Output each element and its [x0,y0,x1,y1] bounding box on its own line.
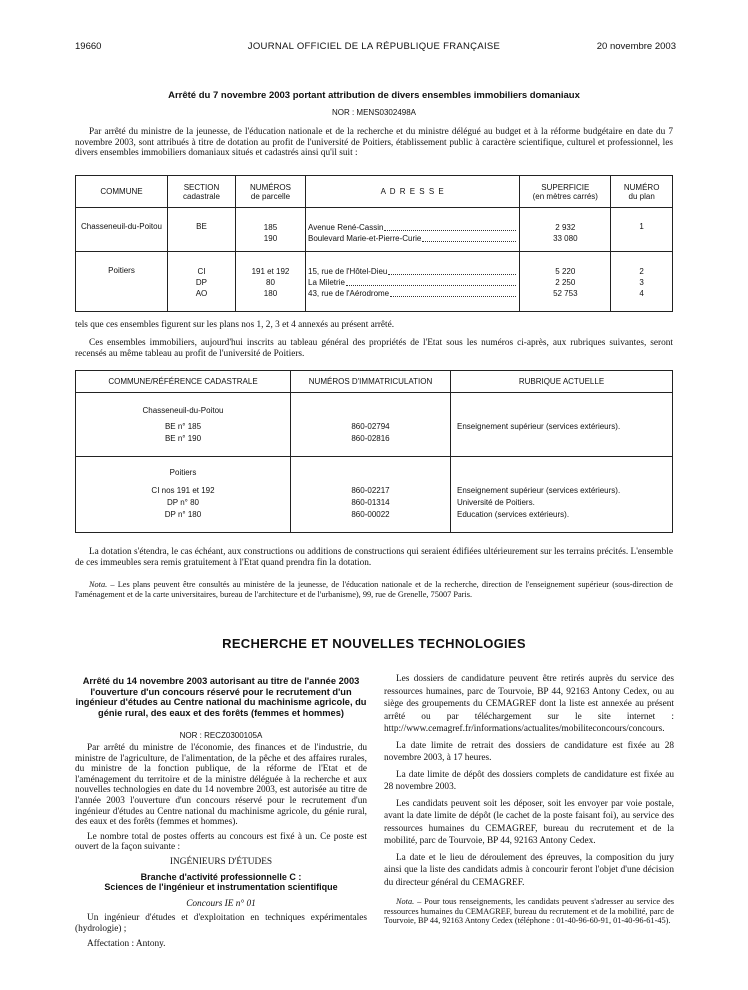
page-number: 19660 [75,41,102,52]
commune-cell: Chasseneuil-du-Poitou [76,208,168,252]
col-immatriculation: NUMÉROS D'IMMATRICULATION [291,371,451,393]
branch-line-2: Sciences de l'ingénieur et instrumentation scientifique [104,882,338,893]
decree2-nor: NOR : RECZ0300105A [179,731,263,740]
adresse-cell: 15, rue de l'Hôtel-Dieu La Miletrie 43, rue de l'Aérodrome [306,252,520,312]
plan-cell: 2 3 4 [611,252,673,312]
decree2-title: Arrêté du 14 novembre 2003 autorisant au titre de l'année 2003 l'ouverture d'un concours réservé pour le recrutement d'un ingénieur d'études au Centre national du machinisme agricole, du génie rural, des eaux et des forêts (femmes et hommes) [75,676,367,718]
affectation: Affectation : Antony. [87,938,166,949]
section-cell: CI DP AO [168,252,236,312]
nor-reference: NOR : MENS0302498A [331,108,417,117]
nota-2: Nota. – Pour tous renseignements, les candidats peuvent s'adresser au service des ressources humaines du CEMAGREF, bureau du recrutement et de la mobilité, parc de Tourvoie, BP 44, 92163 Antony Cedex (téléphone : 01-40-96-60-91, 01-40-96-61-45). [384,897,674,925]
immat-cell: 860-02217 860-01314 860-00022 [291,457,451,533]
superficie-cell: 2 932 33 080 [520,208,611,252]
dotation-paragraph: La dotation s'étendra, le cas échéant, aux constructions ou additions de constructions qui seraient édifiées ultérieurement sur les terrains précités. L'ensemble de ces immeubles sera remis gratuitement à l'Etat quand prendra fin la dotation. [75,547,673,568]
section-cell: BE [168,208,236,252]
decree-intro: Par arrêté du ministre de la jeunesse, de l'éducation nationale et de la recherche et du ministre délégué au budget et à la réforme budgétaire en date du 7 novembre 2003, sont attribués à titre de dotation au profit de l'université de Poitiers, établissement public à caractère scientifique, culturel et professionnel, les divers ensembles immobiliers domaniaux situés et cadastrés ainsi qu'il suit : [75,127,673,158]
ref-cell: Poitiers CI nos 191 et 192 DP n° 80 DP n° 180 [76,457,291,533]
col-rubrique: RUBRIQUE ACTUELLE [451,371,673,393]
table-row [76,457,673,533]
branch-line-1: Branche d'activité professionnelle C : [140,871,302,882]
decree2-left-body: Par arrêté du ministre de l'économie, des finances et de l'industrie, du ministre de l'agriculture, de l'alimentation, de la pêche et des affaires rurales, du ministre de la fonction publique, de la réforme de l'Etat et de l'aménagement du territoire et de la ministre déléguée à la recherche et aux nouvelles technologies en date du 14 novembre 2003, est autorisée au titre de l'année 2003 l'ouverture d'un concours réservé pour le recrutement d'un ingénieur d'études au Centre national du machinisme agricole, du génie rural, des eaux et des forêts (femmes et hommes). Le nombre total de postes offerts au concours est fixé à un. Ce poste est ouvert de la façon suivante : INGÉNIEURS D'ÉTUDES Branche d'activité professionnelle C : Sciences de l'ingénieur et instrumentation scientifique Concours IE n° 01 Un ingénieur d'études et d'exploitation en techniques expérimentales (hydrologie) ; Affectation : Antony. [75,743,367,949]
plans-note: tels que ces ensembles figurent sur les plans nos 1, 2, 3 et 4 annexés au présent arrêté. [75,320,395,330]
property-table [75,175,673,312]
table-row [76,252,673,312]
concours-label: Concours IE n° 01 [186,898,256,909]
rubrique-cell: Enseignement supérieur (services extérieurs). Université de Poitiers. Education (services extérieurs). [451,457,673,533]
journal-title: JOURNAL OFFICIEL DE LA RÉPUBLIQUE FRANÇAISE [247,41,501,52]
col-section: SECTION cadastrale [168,176,236,208]
table-header-row [76,176,673,208]
decree2-right-body: Les dossiers de candidature peuvent être retirés auprès du service des ressources humaines, parc de Tourvoie, BP 44, 92163 Antony Cedex, ou au siège des groupements du CEMAGREF dont la liste est annexée au présent arrêté ou par téléchargement sur le site internet : http://www.cemagref.fr/informations/actualites/mobiliteconcours/concours. La date limite de retrait des dossiers de candidature est fixée au 28 novembre 2003, à 17 heures. La date limite de dépôt des dossiers complets de candidature est fixée au 28 novembre 2003. Les candidats peuvent soit les déposer, soit les envoyer par voie postale, avant la date limite de dépôt (le cachet de la poste faisant foi), au service des ressources humaines du CEMAGREF, bureau du recrutement et de la mobilité, parc de Tourvoie, BP 44, 92163 Antony Cedex. La date et le lieu de déroulement des épreuves, la composition du jury ainsi que la liste des candidats admis à concourir feront l'objet d'une décision du directeur général du CEMAGREF. Nota. – Pour tous renseignements, les candidats peuvent s'adresser au service des ressources humaines du CEMAGREF, bureau du recrutement et de la mobilité, parc de Tourvoie, BP 44, 92163 Antony Cedex (téléphone : 01-40-96-60-91, 01-40-96-61-45). [384,674,674,925]
col-plan: NUMÉRO du plan [611,176,673,208]
parcelle-cell: 191 et 192 80 180 [235,252,305,312]
section-title: RECHERCHE ET NOUVELLES TECHNOLOGIES [222,636,526,651]
col-commune-ref: COMMUNE/RÉFÉRENCE CADASTRALE [76,371,291,393]
table-row [76,393,673,457]
table-header-row [76,371,673,393]
adresse-cell: Avenue René-Cassin Boulevard Marie-et-Pierre-Curie [306,208,520,252]
col-commune: COMMUNE [76,176,168,208]
rubrique-cell: Enseignement supérieur (services extérieurs). [451,393,673,457]
nota-1: Nota. – Les plans peuvent être consultés au ministère de la jeunesse, de l'éducation nationale et de la recherche, direction de l'enseignement supérieur (sous-direction de l'aménagement et de la carte universitaires, bureau de l'architecture et de l'urbanisme), 99, rue de Grenelle, 75007 Paris. [75,580,673,599]
subhead: INGÉNIEURS D'ÉTUDES [169,856,273,867]
decree-title: Arrêté du 7 novembre 2003 portant attribution de divers ensembles immobiliers domaniaux [168,90,580,101]
issue-date: 20 novembre 2003 [596,41,676,52]
plan-cell: 1 [611,208,673,252]
col-adresse: A D R E S S E [306,176,520,208]
commune-cell: Poitiers [76,252,168,312]
table-row [76,208,673,252]
col-superficie: SUPERFICIE (en mètres carrés) [520,176,611,208]
col-parcelle: NUMÉROS de parcelle [235,176,305,208]
parcelle-cell: 185 190 [235,208,305,252]
superficie-cell: 5 220 2 250 52 753 [520,252,611,312]
registration-table [75,370,673,533]
immat-cell: 860-02794 860-02816 [291,393,451,457]
registration-paragraph: Ces ensembles immobiliers, aujourd'hui inscrits au tableau général des propriétés de l'Etat sous les numéros ci-après, aux rubriques suivantes, seront recensés au même tableau au profit de l'université de Poitiers. [75,338,673,359]
ref-cell: Chasseneuil-du-Poitou BE n° 185 BE n° 190 [76,393,291,457]
